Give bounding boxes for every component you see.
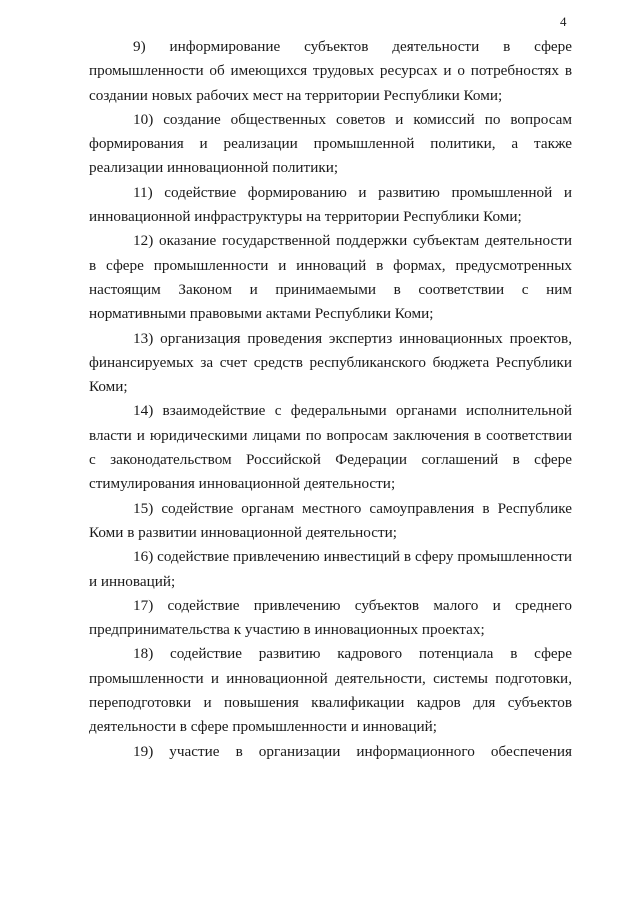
list-item-18: 18) содействие развитию кадрового потенциала в сфере промышленности и инновационной деятельности, системы подготовки, переподготовки и повышения квалификации кадров для субъектов деятельности в сфере промышленности и инноваций; <box>89 645 572 736</box>
list-item-10: 10) создание общественных советов и комиссий по вопросам формирования и реализации промышленной политики, а также реализации инновационной политики; <box>89 110 572 177</box>
list-item-19: 19) участие в организации информационного обеспечения <box>133 742 572 760</box>
list-item-17: 17) содействие привлечению субъектов малого и среднего предпринимательства к участию в инновационных проектах; <box>89 596 572 639</box>
list-item-11: 11) содействие формированию и развитию промышленной и инновационной инфраструктуры на территории Республики Коми; <box>89 183 572 226</box>
list-item-9: 9) информирование субъектов деятельности в сфере промышленности об имеющихся трудовых ресурсах и о потребностях в создании новых рабочих мест на территории Республики Коми; <box>89 38 572 104</box>
page-number: 4 <box>560 14 567 29</box>
list-item-13: 13) организация проведения экспертиз инновационных проектов, финансируемых за счет средств республиканского бюджета Республики Коми; <box>89 329 572 396</box>
list-item-12: 12) оказание государственной поддержки субъектам деятельности в сфере промышленности и инноваций в формах, предусмотренных настоящим Законом и принимаемыми в соответствии с ним нормативными правовыми актами Республики Коми; <box>89 232 572 323</box>
list-item-16: 16) содействие привлечению инвестиций в сферу промышленности и инноваций; <box>89 548 572 590</box>
list-item-15: 15) содействие органам местного самоуправления в Республике Коми в развитии инновационной деятельности; <box>89 499 572 541</box>
list-item-14: 14) взаимодействие с федеральными органами исполнительной власти и юридическими лицами по вопросам заключения в соответствии с законодательством Российской Федерации соглашений в сфере стимулирования инновационной деятельности; <box>89 402 572 493</box>
document-body <box>89 35 572 764</box>
